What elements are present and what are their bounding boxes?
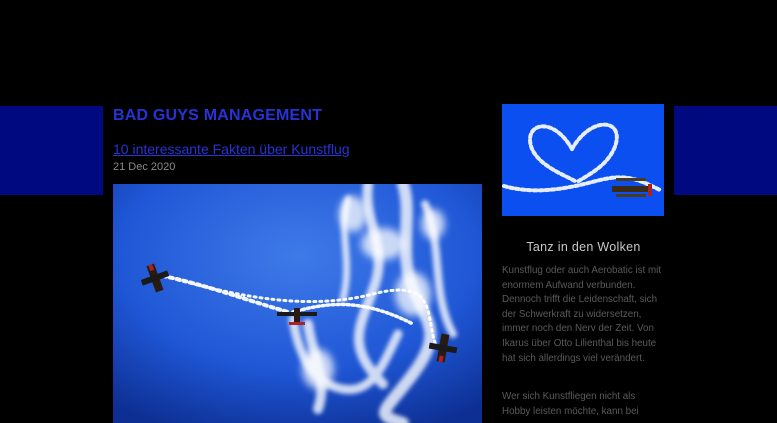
sidebar: [502, 104, 665, 423]
sidebar-heading: Tanz in den Wolken: [526, 240, 641, 254]
right-accent-band: [674, 106, 777, 195]
post-date: 21 Dec 2020: [113, 161, 176, 173]
post-title-link[interactable]: 10 interessante Fakten über Kunstflug: [113, 141, 350, 157]
left-accent-band: [0, 106, 103, 195]
biplane-icon: [612, 178, 652, 197]
sidebar-paragraph: Kunstflug oder auch Aerobatic ist mit enormem Aufwand verbunden. Dennoch trifft die Leidenschaft, sich der Schwerkraft zu widersetzen, immer noch den Nerv der Zeit. Von Ikarus über Otto Lilienthal bis heute hat sich allerdings viel verändert.: [502, 265, 662, 364]
sidebar-paragraph: Wer sich Kunstfliegen nicht als Hobby leisten möchte, kann bei: [502, 391, 639, 417]
post-hero-image[interactable]: [113, 184, 482, 423]
sidebar-heart-image[interactable]: [502, 104, 664, 216]
main-content: [103, 100, 493, 423]
site-title[interactable]: BAD GUYS MANAGEMENT: [113, 107, 323, 124]
